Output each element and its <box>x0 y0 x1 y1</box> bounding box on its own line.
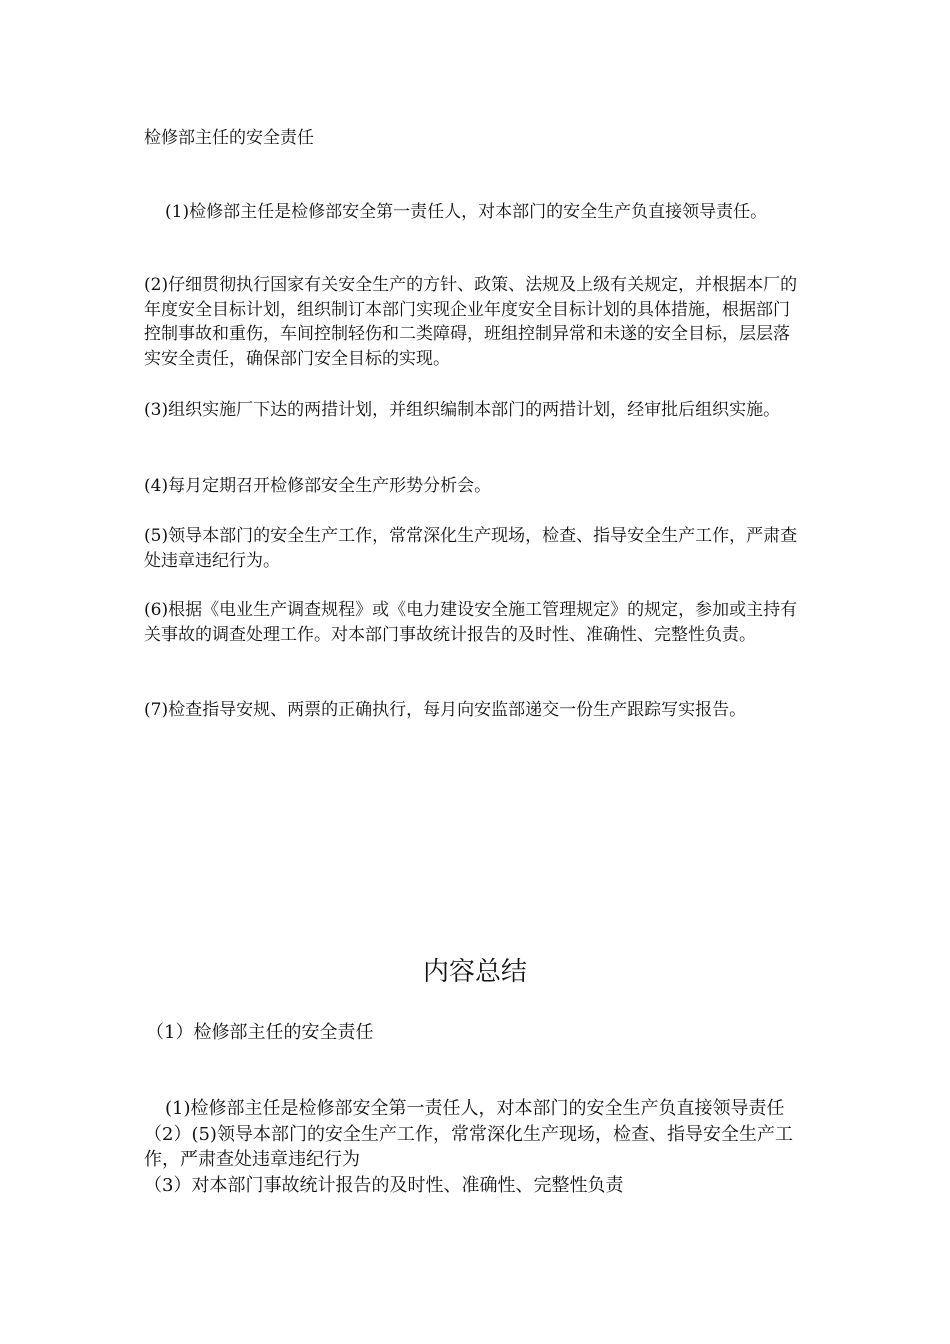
paragraph-6: (6)根据《电业生产调查规程》或《电力建设安全施工管理规定》的规定，参加或主持有关事故的调查处理工作。对本部门事故统计报告的及时性、准确性、完整性负责。 <box>144 600 798 645</box>
paragraph-1: (1)检修部主任是检修部安全第一责任人，对本部门的安全生产负直接领导责任。 <box>165 202 768 222</box>
document-title: 检修部主任的安全责任 <box>144 128 314 148</box>
paragraph-4: (4)每月定期召开检修部安全生产形势分析会。 <box>144 476 492 496</box>
summary-line-2: （2）(5)领导本部门的安全生产工作，常常深化生产现场，检查、指导安全生产工作，严肃查处违章违纪行为 <box>144 1123 793 1170</box>
paragraph-7: (7)检查指导安规、两票的正确执行，每月向安监部递交一份生产跟踪写实报告。 <box>144 700 747 720</box>
paragraph-2: (2)仔细贯彻执行国家有关安全生产的方针、政策、法规及上级有关规定，并根据本厂的年度安全目标计划，组织制订本部门实现企业年度安全目标计划的具体措施，根据部门控制事故和重伤，车间控制轻伤和二类障碍，班组控制异常和未遂的安全目标，层层落实安全责任，确保部门安全目标的实现。 <box>144 275 798 369</box>
paragraph-3: (3)组织实施厂下达的两措计划，并组织编制本部门的两措计划，经审批后组织实施。 <box>144 400 781 420</box>
summary-subtitle: （1）检修部主任的安全责任 <box>146 1022 374 1043</box>
summary-line-1: (1)检修部主任是检修部安全第一责任人，对本部门的安全生产负直接领导责任 <box>165 1098 785 1119</box>
summary-line-3: （3）对本部门事故统计报告的及时性、准确性、完整性负责 <box>144 1174 624 1196</box>
summary-heading: 内容总结 <box>422 957 527 987</box>
summary-body <box>144 1096 806 1198</box>
paragraph-5: (5)领导本部门的安全生产工作，常常深化生产现场，检查、指导安全生产工作，严肃查处违章违纪行为。 <box>144 526 798 571</box>
